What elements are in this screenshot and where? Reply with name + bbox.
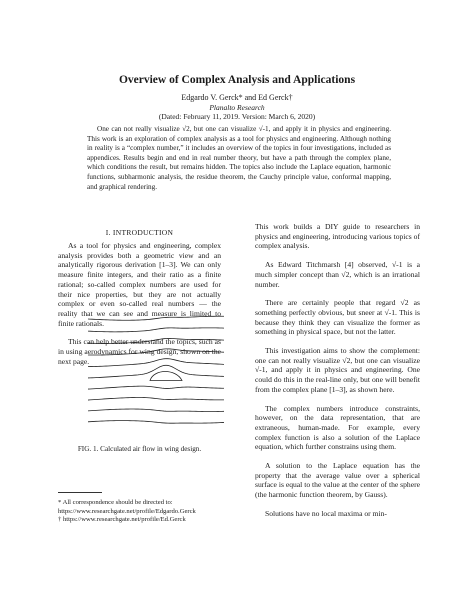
abstract: One can not really visualize √2, but one can visualize √-1, and apply it in physics and engineering. This work is an exploration of complex analysis as a tool for physics and engineering. Although nothing in reality is a “complex number,” it includes an overview of the topics in four investigations, included as appendices. Results begin and end in real number theory, but have a path through the complex plane, which conditions the result, but remains hidden. The topics also include the Laplace equation, harmonic functions, subharmonic analysis, the residue theorem, the Cauchy principle value, conformal mapping, and graphical rendering. [87, 125, 391, 191]
figure-caption: FIG. 1. Calculated air flow in wing design. [77, 445, 202, 453]
streamline [88, 365, 224, 378]
paragraph: This can help better understand the topics, such as in using aerodynamics for wing design, shown on the next page. [58, 337, 221, 366]
wing-obstacle [150, 372, 182, 381]
right-column [255, 222, 420, 519]
streamline [88, 421, 224, 424]
paragraph: A solution to the Laplace equation has the property that the average value over a spherical surface is equal to the value at the center of the sphere (the harmonic function theorem, by Gauss). [255, 461, 420, 500]
footnote-rule [58, 492, 102, 493]
paper-title: Overview of Complex Analysis and Applications [118, 74, 356, 86]
paragraph: There are certainly people that regard √2 as something perfectly obvious, but sneer at √-1. This is because they think they can visualize the former as something in physical space, but not the latter. [255, 298, 420, 337]
streamline [88, 328, 224, 332]
footnotes [58, 499, 228, 525]
paragraph: This investigation aims to show the complement: one can not really visualize √2, but one can visualize √-1, and apply it in physics and engineering. One could do this in the real-line only, but one will benefit from the complex plane [1–3], as shown here. [255, 346, 420, 394]
streamline [88, 409, 224, 411]
footnote-correspondence: * All correspondence should be directed to: https://www.researchgate.net/profile/Edgardo.Gerck [58, 499, 196, 515]
date-line: (Dated: February 11, 2019. Version: March 6, 2020) [158, 112, 316, 121]
section-heading-introduction: I. INTRODUCTION [105, 228, 174, 237]
paragraph: As a tool for physics and engineering, complex analysis provides both a geometric view and an analytically rigorous derivation [1–3]. We can only measure finite integers, and their ratio as a finite rational; so-called complex numbers are used for their nice properties, but they are not actually complex or even so-called real numbers — the reality that we can see and measure is limited to finite rationals. [58, 241, 221, 328]
paragraph: Solutions have no local maxima or min- [265, 508, 387, 518]
streamline [88, 359, 224, 367]
airflow-streamlines [88, 315, 224, 432]
footnote-ed-gerck: † https://www.researchgate.net/profile/Ed.Gerck [58, 516, 186, 524]
paragraph: This work builds a DIY guide to researchers in physics and engineering, introducing various topics of complex analysis. [255, 222, 420, 251]
streamline [88, 316, 224, 320]
author-line: Edgardo V. Gerck* and Ed Gerck† [181, 93, 293, 102]
streamline [88, 397, 224, 400]
affiliation: Planalto Research [209, 103, 265, 112]
paragraph: As Edward Titchmarsh [4] observed, √-1 is a much simpler concept than √2, which is an irrational number. [255, 260, 420, 289]
streamline [88, 349, 224, 355]
streamline [88, 386, 224, 389]
figure-airflow [88, 315, 224, 432]
streamline [88, 338, 224, 343]
paragraph: The complex numbers introduce constraints, however, on the data representation, that are extraneous, human-made. For example, every complex function is also a solution of the Laplace equation, which further constrains using them. [255, 403, 420, 452]
